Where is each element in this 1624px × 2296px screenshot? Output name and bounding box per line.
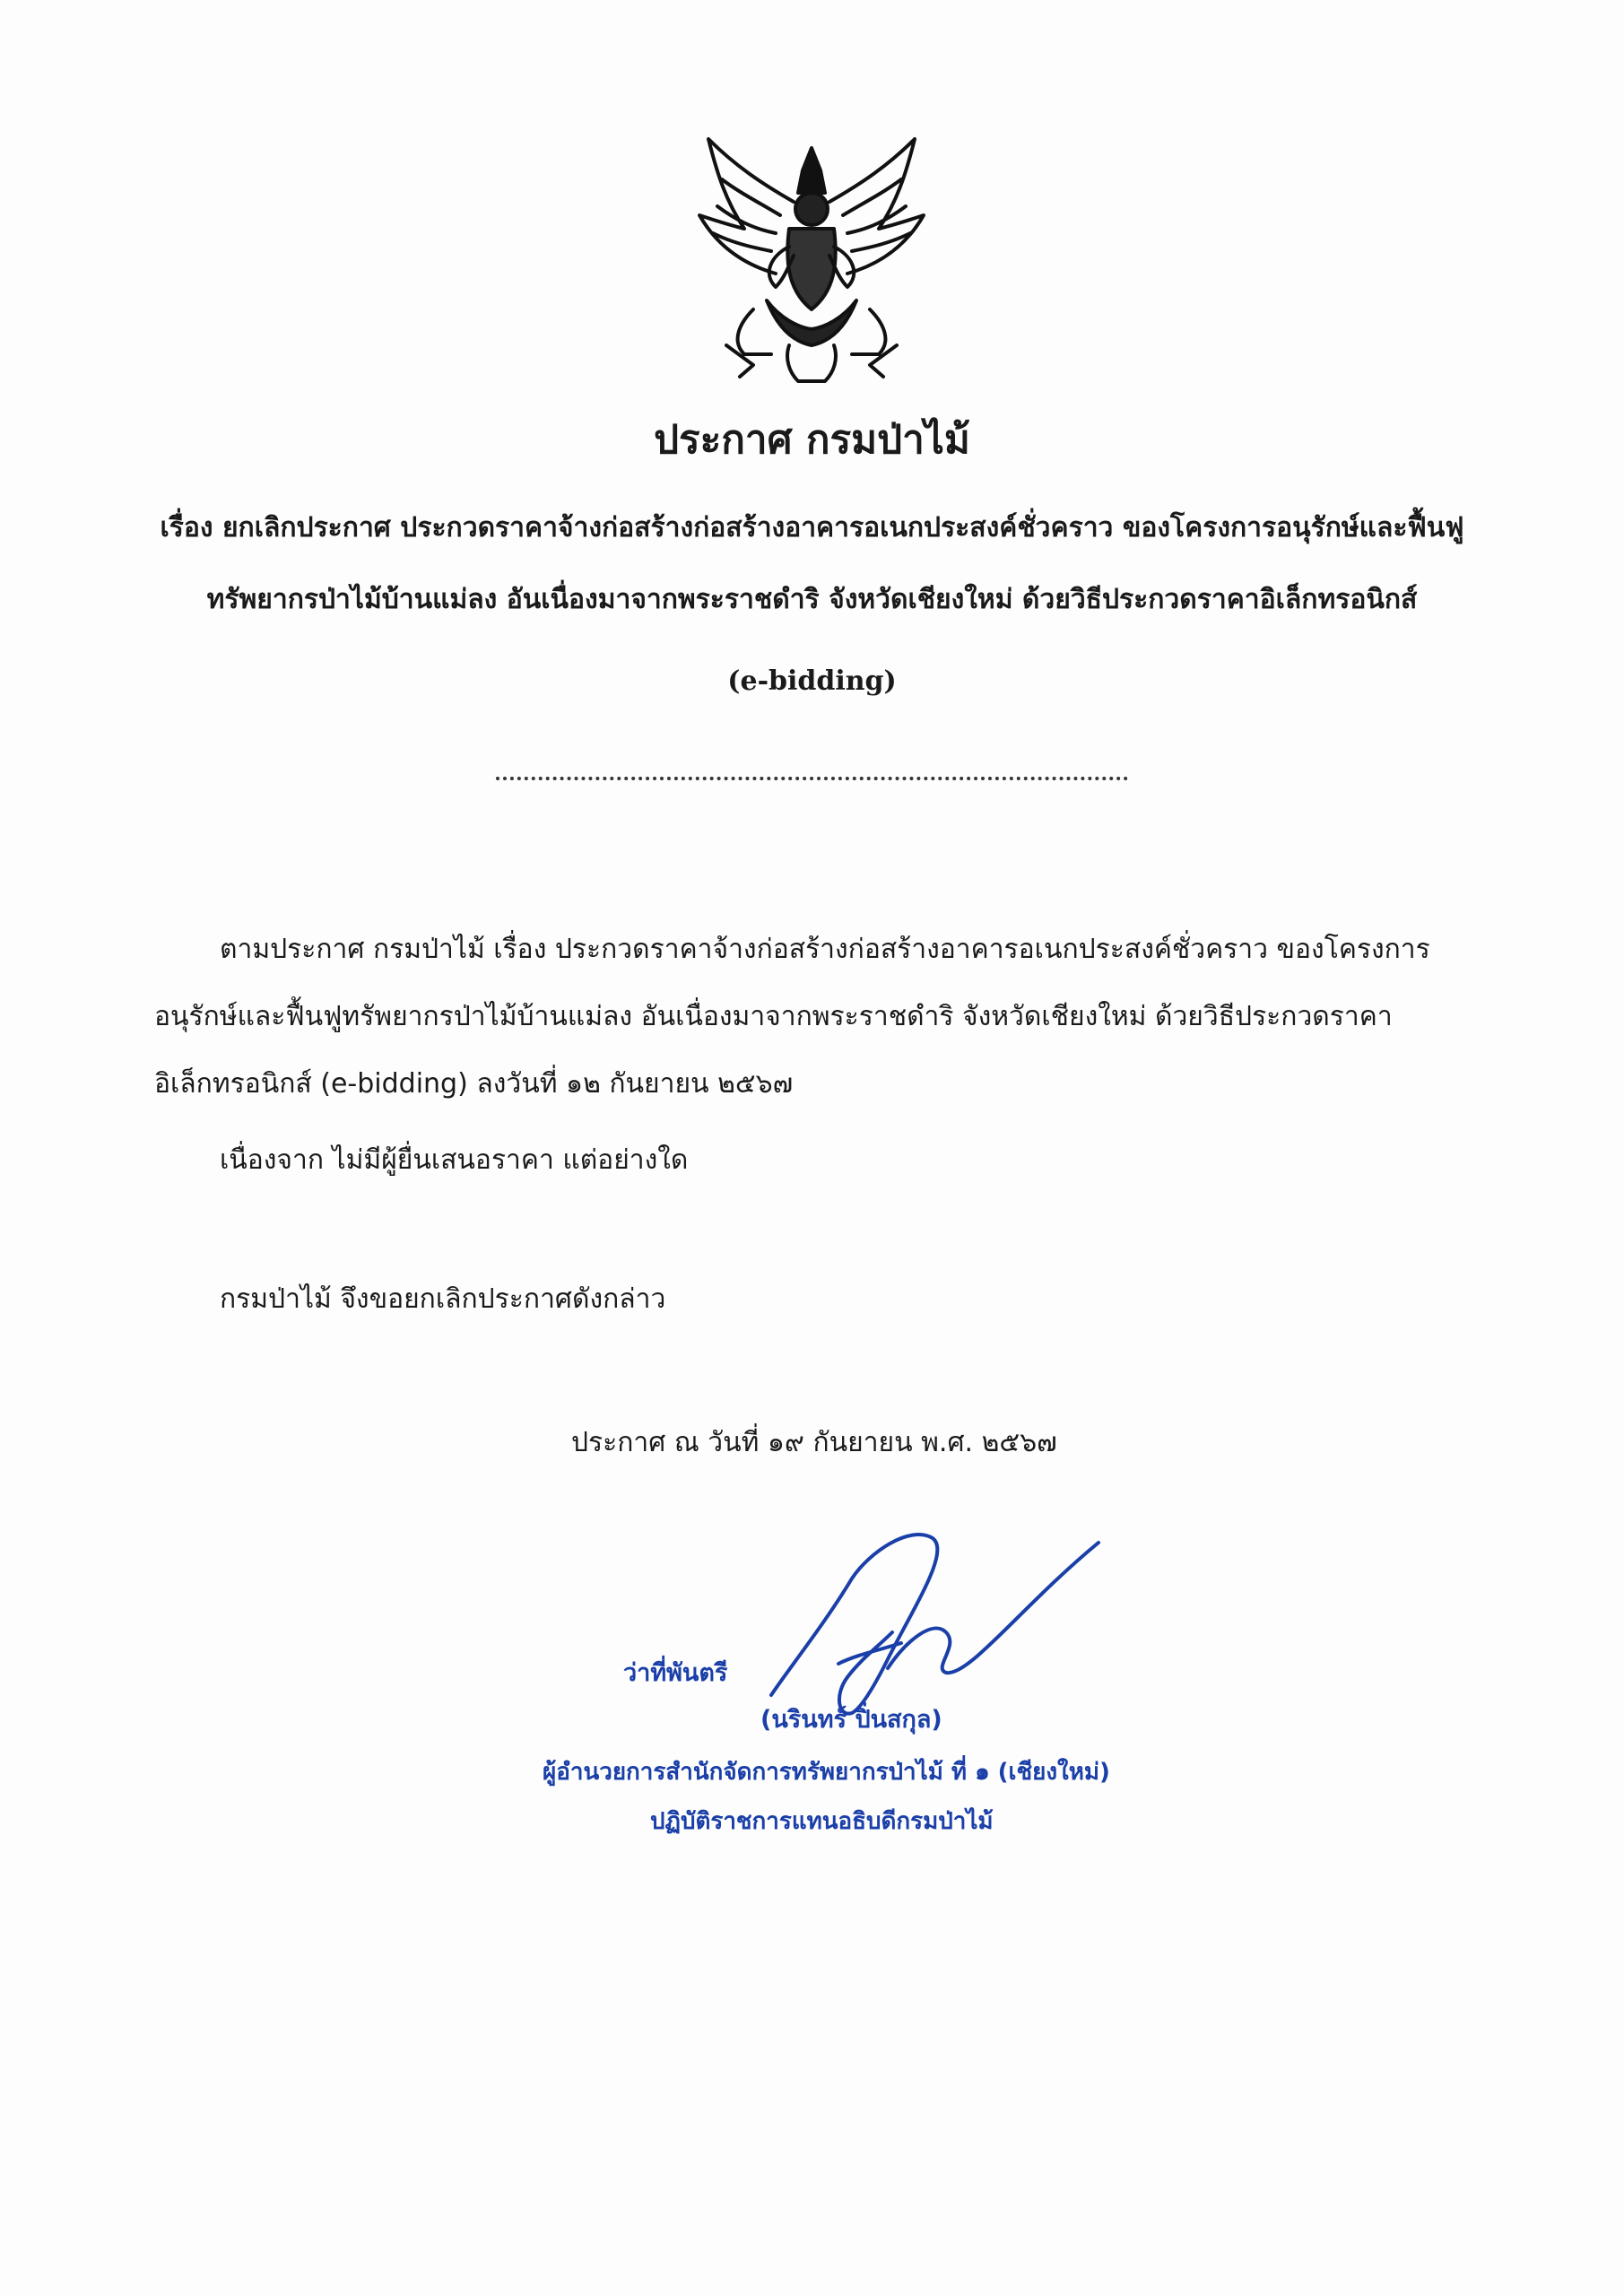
subject-line-2: ทรัพยากรป่าไม้บ้านแม่ลง อันเนื่องมาจากพระราชดำริ จังหวัดเชียงใหม่ ด้วยวิธีประกวดราคาอิเล็กทรอนิกส์ [206, 584, 1418, 615]
signatory-acting: ปฏิบัติราชการแทนอธิบดีกรมป่าไม้ [650, 1808, 994, 1835]
paragraph-3: กรมป่าไม้ จึงขอยกเลิกประกาศดังกล่าว [220, 1283, 666, 1315]
paragraph-1-line-3: อิเล็กทรอนิกส์ (e-bidding) ลงวันที่ ๑๒ กันยายน ๒๕๖๗ [154, 1068, 794, 1100]
paragraph-2: เนื่องจาก ไม่มีผู้ยื่นเสนอราคา แต่อย่างใด [220, 1144, 689, 1176]
announcement-date: ประกาศ ณ วันที่ ๑๙ กันยายน พ.ศ. ๒๕๖๗ [571, 1427, 1057, 1458]
garuda-emblem-icon [690, 130, 933, 390]
document-title: ประกาศ กรมป่าไม้ [654, 417, 970, 463]
dotted-divider [496, 777, 1128, 780]
subject-line-1: เรื่อง ยกเลิกประกาศ ประกวดราคาจ้างก่อสร้างก่อสร้างอาคารอเนกประสงค์ชั่วคราว ของโครงการอนุรักษ์และฟื้นฟู [160, 512, 1464, 544]
paragraph-1-line-1: ตามประกาศ กรมป่าไม้ เรื่อง ประกวดราคาจ้างก่อสร้างก่อสร้างอาคารอเนกประสงค์ชั่วคราว ของโครงการ [220, 934, 1430, 965]
signatory-name: (นรินทร์ ปิ่นสกุล) [760, 1706, 942, 1734]
signatory-rank: ว่าที่พันตรี [623, 1659, 728, 1687]
paragraph-1-line-2: อนุรักษ์และฟื้นฟูทรัพยากรป่าไม้บ้านแม่ลง อันเนื่องมาจากพระราชดำริ จังหวัดเชียงใหม่ ด้วยวิธีประกวดราคา [154, 1001, 1393, 1032]
signatory-position: ผู้อำนวยการสำนักจัดการทรัพยากรป่าไม้ ที่ ๑ (เชียงใหม่) [543, 1759, 1110, 1786]
subject-line-3: (e-bidding) [727, 665, 897, 697]
handwritten-signature-icon [753, 1489, 1112, 1731]
